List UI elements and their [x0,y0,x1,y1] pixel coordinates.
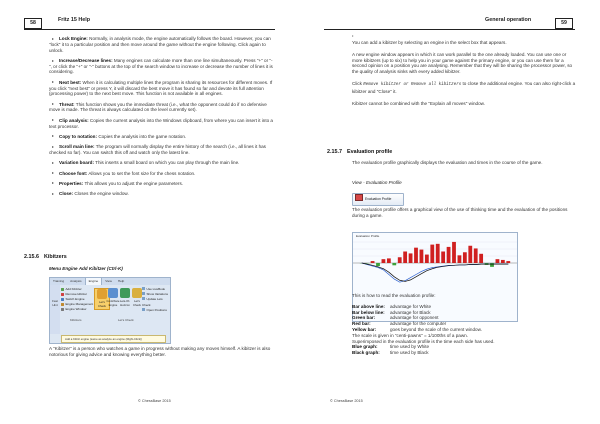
evaluation-bar [430,245,434,263]
bullet-item: Copy to notation: Copies the analysis into the game notation. [49,134,275,140]
evaluation-bar [479,254,483,263]
ribbon-screenshot [49,277,171,344]
header-rule-right [324,29,575,30]
ribbon-list-item[interactable]: Switch Engine [61,297,94,302]
legend-row: The scale is given in "centi-pawns" = 1/100ths of a pawn. [352,332,469,338]
bullet-item: Scroll main line: The program will normally display the entire history of the search (i.e., all lines it has checked so far). You can switch this off and watch only the latest line. [49,144,266,155]
bullet-triangle-icon [52,119,54,121]
letscheck-icon [108,288,118,298]
right-page [300,0,600,424]
evaluation-bar [496,259,500,263]
section-title: Kibitzers [44,254,67,260]
bullet-triangle-icon [52,60,54,62]
left-bullet-list [49,36,275,197]
evaluation-description: The evaluation profile offers a graphical view of the use of thinking time and the evaluation of the positions during a game. [352,207,568,218]
ribbon-letscheck-list [142,287,170,313]
ribbon-big-button[interactable]: Lets-Of-Horizon [118,288,132,308]
evaluation-profile-button[interactable]: Evaluation Profile [352,193,404,206]
kibitzer-paragraphs: You can add a kibitzer by selecting an engine in the select box that appears. A new engine window appears in which it can work parallel to the one already loaded. You can use one or more kibitzers (up to six) to help you in your game against the primary engine, or you can use them for a second opinion on a position you are analysing. Remember that they will be sharing the processor power, so the quality of analysis sinks with every added kibitzer. Click Remove kibitzer or Remove all kibitzers to close the additional engine. You can also right-click a kibitzer and "Close" it. Kibitzer cannot be combined with the "Explain all moves" window. [352,40,576,106]
ribbon-group-letscheck: Let's Check [118,318,134,322]
bullet-item: Increase/Decrease lines: Many engines can calculate more than one line simultaneously. Press "+" or "-", or click the "+" or "-" buttons at the top of the search window to increase or decrease the number of lines it is considering. [49,57,273,75]
evaluation-bar [420,250,424,263]
bullet-triangle-icon [52,172,54,174]
bullet-item: Lock Engine: Normally, in analysis mode, the engine automatically follows the board. However, you can "lock" it to a particular position and then move around the game without the engine following. Click again to unlock. [49,36,271,53]
kibitzer-definition: A "Kibitzer" is a person who watches a game in progress without making any moves himself. A kibitzer is also notorious for giving advice and knowing everything better. [49,346,271,357]
chart-plot [353,239,517,289]
evaluation-bar [414,248,418,263]
evaluation-bar [463,252,467,263]
footer-right: © ChessBase 2015 [330,399,363,403]
evaluation-bar [436,244,440,263]
evaluation-bar [490,263,494,267]
ribbon-tab[interactable]: View [105,279,112,283]
white-time-graph [362,263,509,282]
section-header: General operation [485,17,532,23]
engine-icon [61,288,64,291]
ribbon-list-item[interactable]: Remove kibitzer [61,292,94,297]
ribbon-list2-item[interactable]: Use LiveBook [142,287,170,292]
bullet-triangle-icon [52,162,54,164]
ribbon-tab[interactable]: Analysis [70,279,82,283]
bullet-triangle-icon [52,146,54,148]
ribbon-tab[interactable]: Training [53,279,65,283]
evaluation-bar [474,248,478,263]
legend-row: Black graph: time used by Black [352,350,429,356]
bullet-triangle-icon [52,103,54,105]
evaluation-bar [387,258,391,263]
ribbon-tab[interactable]: Engine [85,278,103,285]
letscheck-icon [132,288,142,298]
remove-kibitzer-code: Remove kibitzer or Remove all kibitzers [363,82,462,87]
header-rule-left [24,29,275,30]
letscheck-icon [120,288,130,298]
chart-icon [355,194,363,201]
legend-row: Green bar: advantage for opponent [352,315,439,321]
ribbon-big-button[interactable]: Let's Check [94,288,110,310]
evaluation-bar [382,259,386,263]
evaluation-bar [392,263,396,265]
section-number: 2.15.7 [327,149,342,155]
bullet-item: Next best: When it is calculating multiple lines the program is sharing its resources for different moves. If you click "next best" or press Y, it will discard the best move it has found so far and devote its full attention (processing power) to the next best move. This function is not available in all engines. [49,79,273,97]
option-icon [142,287,145,290]
evaluation-legend [352,293,495,356]
evaluation-bar [501,260,505,263]
ribbon-list-item[interactable]: Add Kibitzer [61,287,94,292]
chart-title: Evaluation Profile [356,234,380,238]
evaluation-bar [506,261,510,263]
option-icon [142,297,145,300]
footer-left: © ChessBase 2015 [138,399,171,403]
engine-icon [61,293,64,296]
bullet-item: Clip analysis: Copies the current analysis into the Windows clipboard, from where you can insert it into a text processor. [49,117,273,129]
evaluation-bar [409,253,413,263]
bullet-triangle-icon [52,81,54,83]
evaluation-intro: The evaluation profile graphically displays the evaluation and times in the course of the game. [352,160,543,165]
option-icon [142,308,145,311]
bullet-item: Choose font: Allows you to set the font size for the chess notation. [49,171,275,177]
evaluation-bar [425,255,429,263]
option-icon [142,292,145,295]
section-heading-evaluation [327,149,392,155]
ribbon-big-button[interactable]: Let's Check [130,288,144,308]
view-menu-path: View - Evaluation Profile [352,180,402,185]
bullet-triangle-icon [52,193,54,195]
legend-howto: This is how to read the evaluation profile: [352,293,436,298]
ribbon-tab[interactable]: Help [117,279,125,283]
evaluation-bar [447,247,451,263]
ribbon-big-button[interactable]: Contribute Engine [106,288,120,308]
legend-row: Bar below line: advantage for Black [352,309,431,315]
menu-path: Menu Engine Add Kibitzer (Ctrl-K) [49,266,123,271]
book-title: Fritz 15 Help [58,17,91,23]
engine-icon [61,308,64,311]
section-title: Evaluation profile [347,149,393,155]
section-number: 2.15.6 [24,254,39,260]
engine-icon [61,303,64,306]
ribbon-group-kibitzers: Kibitzers [70,318,82,322]
ribbon-side-label: Fast Hint [50,285,60,334]
bullet-item: Variation board: This inserts a small board on which you can play through the main line. [49,160,275,166]
evaluation-bar [398,257,402,263]
engine-icon [61,298,64,301]
legend-row: Red bar: advantage for the computer [352,321,447,327]
bullet-triangle-icon [52,182,54,184]
bullet-triangle-icon [52,38,54,40]
evaluation-bar [458,255,462,263]
evaluation-bar [452,242,456,263]
evaluation-bar [376,263,380,266]
ribbon-hint: Add a Kibitz engine (same as analyze an engine (Right-Click)) [61,335,166,343]
page-number-right: 59 [555,18,573,29]
evaluation-bar [371,261,375,263]
ribbon-list2-item[interactable]: Open Positions [142,308,170,313]
legend-row: Superimposed in the evaluation profile is the time each side has used. [352,338,495,344]
section-heading-kibitzers [24,254,67,260]
ribbon-list-item[interactable]: Engine Window [61,307,94,312]
ribbon-kibitzer-list [61,287,94,312]
page-number-left: 58 [24,18,42,29]
evaluation-bar [468,246,472,263]
black-time-graph [362,263,509,281]
evaluation-bar [403,252,407,264]
legend-row: Bar above line: advantage for White [352,303,432,309]
ribbon-list2-item[interactable]: Show Variations [142,292,170,297]
bullet-item: Close: Closes the engine window. [49,191,275,197]
bullet-item: Threat: This function shows you the immediate threat (i.e., what the opponent could do if no defensive move is made. The threat is always calculated on the level currently set). [49,101,267,113]
bullet-triangle-icon [52,135,54,137]
legend-row: Yellow bar: goes beyond the scale of the current window. [352,326,482,332]
legend-row: Blue graph: time used by White [352,344,430,350]
ribbon-tabs [50,278,170,285]
ribbon-list-item[interactable]: Engine Management [61,302,94,307]
bullet-item: Properties: This allows you to adjust the engine parameters. [49,181,275,187]
evaluation-bar [441,252,445,264]
ribbon-list2-item[interactable]: Update Lets Check [142,297,163,307]
bullet-marker: • [352,33,354,38]
